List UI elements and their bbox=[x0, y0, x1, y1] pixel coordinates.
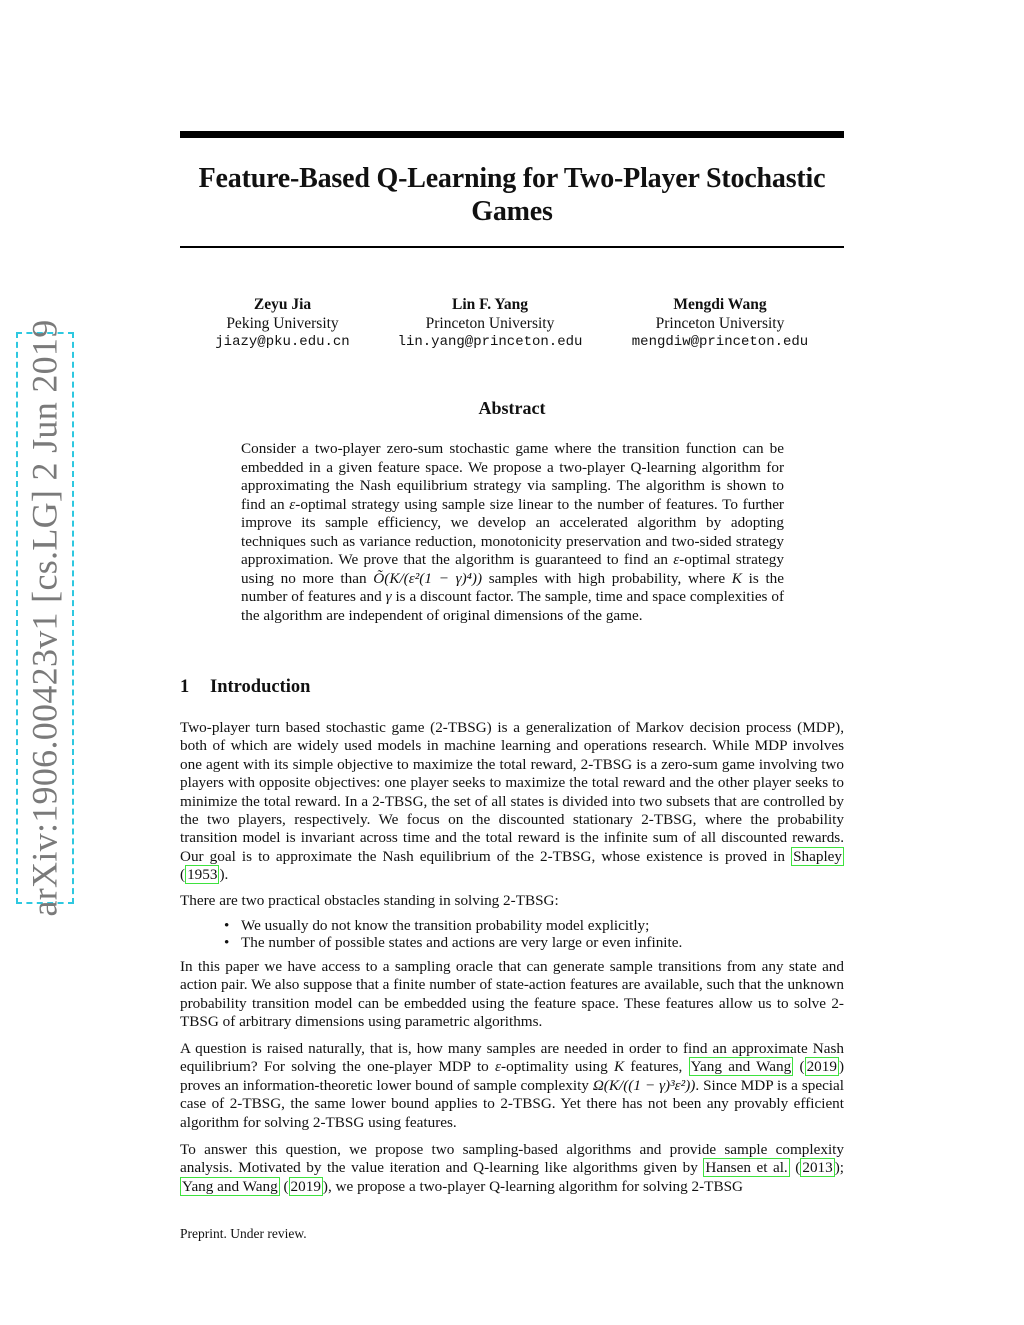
author-affiliation: Princeton University bbox=[425, 314, 555, 332]
citation-year-link[interactable]: 2019 bbox=[290, 1177, 321, 1195]
author-email[interactable]: mengdiw@princeton.edu bbox=[631, 334, 809, 350]
citation-year-link[interactable]: 2013 bbox=[802, 1159, 833, 1177]
complexity-bound: Õ(K/(ε²(1 − γ)⁴)) bbox=[373, 569, 483, 587]
arxiv-stamp-text: arXiv:1906.00423v1 [cs.LG] 2 Jun 2019 bbox=[25, 319, 65, 917]
abstract-text: Consider a two-player zero-sum stochastic game where the transition function can be embedded in a given feature space. We propose a two-player Q-learning algorithm for approximating the Nash equilibrium strategy via sampling. The algorithm is shown to find an ε-optimal strategy using sample size linear to the number of features. To further improve its sample efficiency, we develop an accelerated algorithm by adopting techniques such as variance reduction, monotonicity preservation and two-sided strategy approximation. We prove that the algorithm is guaranteed to find an ε-optimal strategy using no more than Õ(K/(ε²(1 − γ)⁴)) samples with high probability, where K is the number of features and γ is a discount factor. The sample, time and space complexities of the algorithm are independent of original dimensions of the game. bbox=[241, 440, 785, 624]
citation-year-link[interactable]: 1953 bbox=[187, 866, 218, 884]
author-block bbox=[385, 296, 595, 352]
lower-bound: Ω(K/((1 − γ)³ε²)) bbox=[592, 1076, 696, 1094]
author-name: Mengdi Wang bbox=[673, 296, 767, 313]
citation-link[interactable]: Shapley bbox=[793, 847, 842, 865]
list-item: • We usually do not know the transition probability model explicitly; bbox=[224, 917, 650, 934]
citation-year-link[interactable]: 2019 bbox=[806, 1058, 837, 1076]
author-name: Zeyu Jia bbox=[253, 296, 312, 313]
arxiv-stamp bbox=[16, 319, 74, 917]
obstacle-list bbox=[224, 917, 844, 951]
bullet-icon: • bbox=[224, 934, 230, 951]
title-top-rule bbox=[180, 131, 844, 138]
author-email[interactable]: lin.yang@princeton.edu bbox=[397, 334, 583, 350]
abstract-heading: Abstract bbox=[478, 398, 546, 418]
paper-title: Feature-Based Q-Learning for Two-Player Stochastic Games bbox=[198, 163, 826, 227]
citation-link[interactable]: Yang and Wang bbox=[690, 1058, 792, 1076]
intro-paragraph: A question is raised naturally, that is, how many samples are needed in order to find an approximate Nash equilibrium? For solving the one-player MDP to ε-optimality using K features, Yang and Wang ( 2019 ) proves an information-theoretic lower bound of sample complexity Ω(K/((1 − γ)³ε²)). Since MDP is a special case of 2-TBSG, the same lower bound applies to 2-TBSG. Yet there has not been any provably efficient algorithm for solving 2-TBSG using features. bbox=[180, 1040, 844, 1131]
author-name: Lin F. Yang bbox=[452, 296, 528, 313]
intro-paragraph: There are two practical obstacles standing in solving 2-TBSG: bbox=[180, 892, 559, 909]
citation-link[interactable]: Hansen et al. bbox=[705, 1159, 788, 1177]
bullet-icon: • bbox=[224, 917, 230, 934]
author-affiliation: Peking University bbox=[226, 314, 339, 332]
author-email[interactable]: jiazy@pku.edu.cn bbox=[215, 334, 350, 350]
footer-note: Preprint. Under review. bbox=[180, 1226, 307, 1241]
intro-paragraph: Two-player turn based stochastic game (2-TBSG) is a generalization of Markov decision process (MDP), both of which are widely used models in machine learning and operations research. While MDP involves one agent with its simple objective to maximize the total reward, 2-TBSG is a zero-sum game involving two players with opposite objectives: one player seeks to maximize the total reward and the other player seeks to minimize the total reward. In a 2-TBSG, the set of all states is divided into two subsets that are controlled by the two players, respectively. We focus on the discounted stationary 2-TBSG, where the probability transition model is invariant across time and the total reward is the infinite sum of all discounted rewards. Our goal is to approximate the Nash equilibrium of the 2-TBSG, whose existence is proved in Shapley ( 1953 ). bbox=[180, 719, 844, 884]
author-affiliation: Princeton University bbox=[655, 314, 785, 332]
section-heading-introduction: 1 Introduction bbox=[180, 677, 311, 697]
intro-paragraph: To answer this question, we propose two sampling-based algorithms and provide sample complexity analysis. Motivated by the value iteration and Q-learning like algorithms given by Hansen et al. ( 2013 ); Yang and Wang ( 2019 ), we propose a two-player Q-learning algorithm for solving 2-TBSG bbox=[180, 1141, 844, 1195]
list-item: • The number of possible states and actions are very large or even infinite. bbox=[224, 934, 683, 951]
author-block bbox=[190, 296, 375, 352]
citation-link[interactable]: Yang and Wang bbox=[182, 1177, 278, 1195]
intro-paragraph: In this paper we have access to a sampling oracle that can generate sample transitions from any state and action pair. We also suppose that a finite number of state-action features are available, such that the unknown probability transition model can be embedded using the feature space. These features allow us to solve 2-TBSG of arbitrary dimensions using parametric algorithms. bbox=[180, 958, 844, 1031]
author-block bbox=[615, 296, 825, 352]
title-bottom-rule bbox=[180, 246, 844, 248]
